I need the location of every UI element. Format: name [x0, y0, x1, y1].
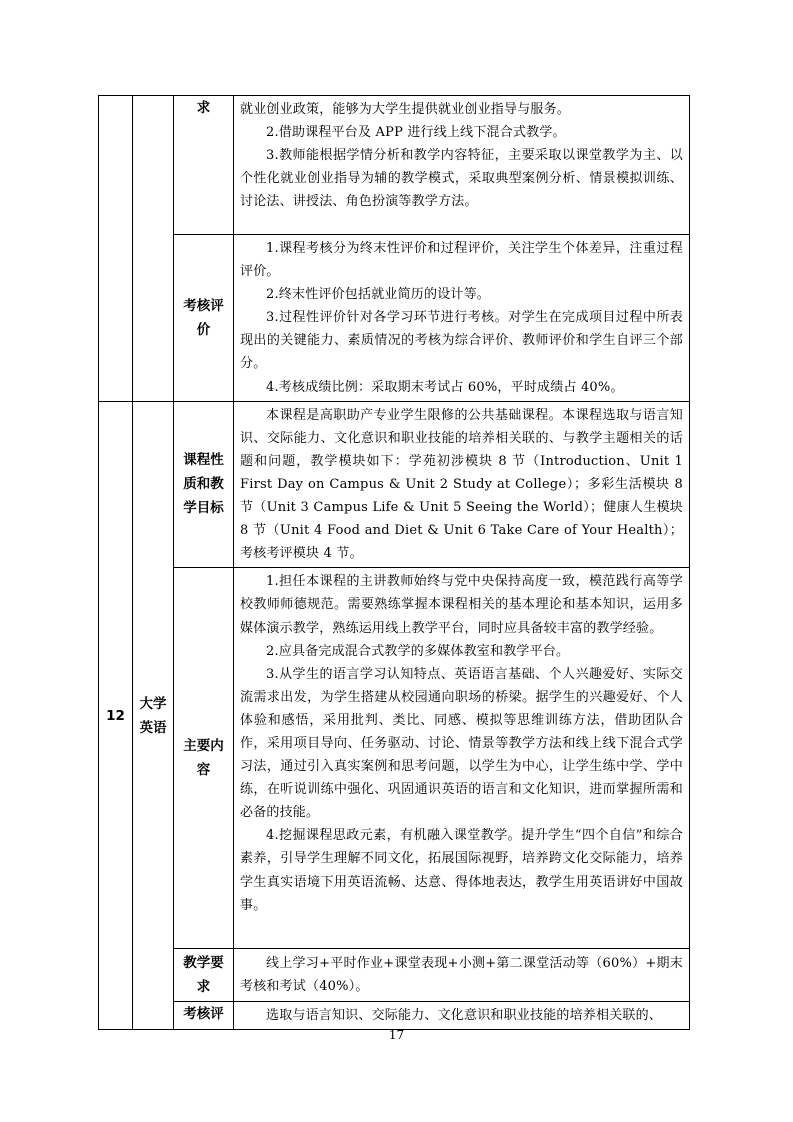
label-text: 教学要	[183, 955, 224, 972]
paragraph: 3.从学生的语言学习认知特点、英语语言基础、个人兴趣爱好、实际交流需求出发，为学生搭建从校园通向职场的桥梁。据学生的兴趣爱好、个人体验和感悟，采用批判、类比、同感、模拟等思维训练方法，借助团队合作，采用项目导向、任务驱动、讨论、情景等教学方法和线上线下混合式学习法，通过引入真实案例和思考问题，以学生为中心，让学生练中学、学中练，在听说训练中强化、巩固通识英语的语言和文化知识，进而掌握所需和必备的技能。	[240, 666, 683, 821]
prev-course-number-cell	[99, 96, 133, 402]
table-row	[99, 96, 690, 235]
paragraph: 选取与语言知识、交际能力、文化意识和职业技能的培养相关联的、	[266, 1008, 663, 1024]
table-row	[99, 235, 690, 402]
page-number: 17	[388, 1028, 405, 1042]
label-text: 考核评	[183, 1006, 224, 1023]
paragraph: 1.担任本课程的主讲教师始终与党中央保持高度一致，模范践行高等学校教师师德规范。需要熟练掌握本课程相关的基本理论和基本知识，运用多媒体演示教学，熟练运用线上教学平台，同时应具备较丰富的教学经验。	[240, 574, 683, 636]
assessment-label-prev	[174, 235, 234, 402]
label-text: 价	[196, 321, 211, 338]
course-nature-label	[174, 401, 234, 568]
paragraph: 就业创业政策，能够为大学生提供就业创业指导与服务。	[240, 102, 571, 117]
label-text: 主要内	[183, 738, 224, 755]
label-text: 质和教	[183, 476, 224, 493]
course-name-line: 大学	[139, 695, 167, 712]
paragraph: 2.借助课程平台及 APP 进行线上线下混合式教学。	[266, 125, 566, 141]
teaching-requirement-label	[174, 949, 234, 1002]
course-name-cell	[133, 401, 174, 1030]
table-row	[99, 949, 690, 1002]
paragraph: 本课程是高职助产专业学生限修的公共基础课程。本课程选取与语言知识、交际能力、文化意识和职业技能的培养相关联的、与教学主题相关的话题和问题，教学模块如下：学苑初涉模块 8 节（Introduction、Unit 1 First Day on Campus & Unit 2 Study at College）；多彩生活模块 8 节（Unit 3 Campus Life & Unit 5 Seeing the World）；健康人生模块 8 节（Unit 4 Food and Diet & Unit 6 Take Care of Your Health）；考核考评模块 4 节。	[240, 407, 683, 562]
assessment-content	[234, 1002, 690, 1030]
course-table	[98, 95, 690, 1030]
paragraph: 4.挖掘课程思政元素，有机融入课堂教学。提升学生“四个自信”和综合素养，引导学生理解不同文化，拓展国际视野，培养跨文化交际能力，培养学生真实语境下用英语流畅、达意、得体地表达，教学生用英语讲好中国故事。	[240, 828, 683, 913]
label-text: 考核评	[183, 297, 224, 314]
course-number-cell	[99, 401, 133, 1030]
teaching-requirement-content	[234, 949, 690, 1002]
paragraph: 3.过程性评价针对各学习环节进行考核。对学生在完成项目过程中所表现出的关键能力、素质情况的考核为综合评价、教师评价和学生自评三个部分。	[240, 310, 683, 372]
label-text: 学目标	[183, 500, 224, 517]
paragraph: 2.终末性评价包括就业简历的设计等。	[266, 287, 491, 303]
main-content-text	[234, 568, 690, 949]
paragraph: 1.课程考核分为终末性评价和过程评价，关注学生个体差异，注重过程评价。	[240, 241, 683, 280]
table-row	[99, 1002, 690, 1030]
label-text: 容	[196, 762, 211, 779]
assessment-label	[174, 1002, 234, 1030]
paragraph: 4.考核成绩比例：采取期末考试占 60%，平时成绩占 40%。	[266, 379, 624, 395]
paragraph: 线上学习+平时作业+课堂表现+小测+第二课堂活动等（60%）+期末考核和考试（40%）。	[240, 956, 683, 995]
label-text: 课程性	[183, 452, 224, 469]
prev-course-name-cell	[133, 96, 174, 402]
course-name-line: 英语	[139, 719, 167, 736]
label-text: 求	[196, 100, 211, 116]
course-number: 12	[106, 707, 125, 724]
label-text: 求	[196, 979, 211, 996]
assessment-content-prev	[234, 235, 690, 402]
table-row	[99, 401, 690, 568]
course-nature-content	[234, 401, 690, 568]
main-content-label	[174, 568, 234, 949]
teaching-requirement-content-prev	[234, 96, 690, 235]
paragraph: 3.教师能根据学情分析和教学内容特征，主要采取以课堂教学为主、以个性化就业创业指导为辅的教学模式，采取典型案例分析、情景模拟训练、讨论法、讲授法、角色扮演等教学方法。	[240, 148, 683, 210]
table-row	[99, 568, 690, 949]
paragraph: 2.应具备完成混合式教学的多媒体教室和教学平台。	[266, 643, 570, 659]
teaching-requirement-label-prev	[174, 96, 234, 235]
